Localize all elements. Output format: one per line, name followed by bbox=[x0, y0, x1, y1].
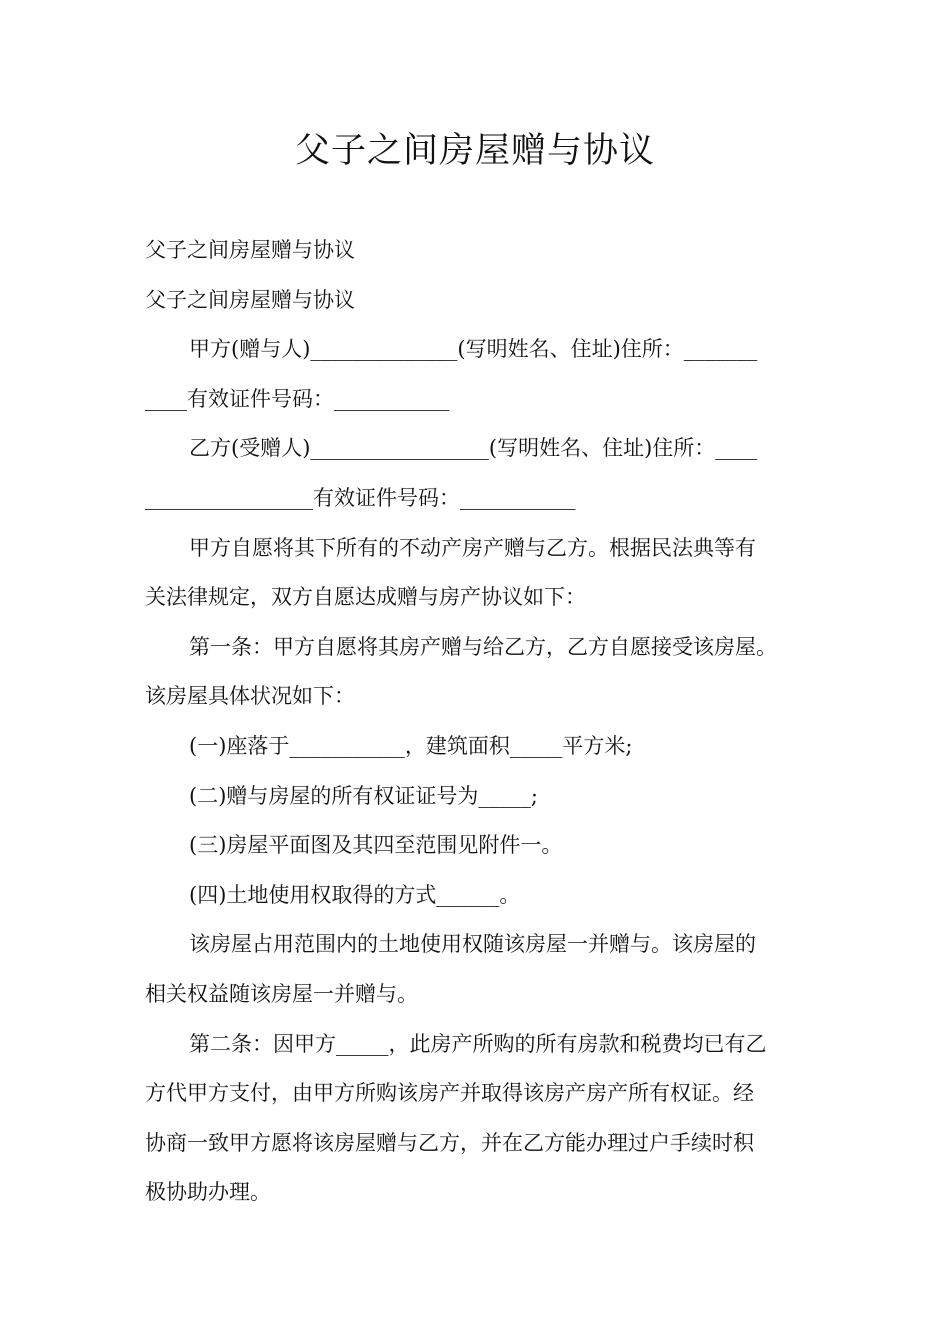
body-line: (四)土地使用权取得的方式______。 bbox=[189, 882, 521, 907]
document-body bbox=[145, 226, 805, 1218]
body-line: 该房屋占用范围内的土地使用权随该房屋一并赠与。该房屋的 bbox=[189, 932, 756, 957]
body-line: 关法律规定，双方自愿达成赠与房产协议如下： bbox=[145, 585, 586, 610]
body-line: 父子之间房屋赠与协议 bbox=[145, 238, 355, 262]
body-line: (二)赠与房屋的所有权证证号为_____; bbox=[189, 783, 538, 808]
body-line: (一)座落于___________，建筑面积_____平方米; bbox=[189, 733, 633, 758]
body-line: ____有效证件号码：___________ bbox=[145, 386, 450, 411]
body-line: 乙方(受赠人)_________________(写明姓名、住址)住所：____ bbox=[189, 436, 758, 461]
body-line: 该房屋具体状况如下： bbox=[145, 684, 355, 709]
body-line: 甲方自愿将其下所有的不动产房产赠与乙方。根据民法典等有 bbox=[189, 535, 756, 560]
body-line: 协商一致甲方愿将该房屋赠与乙方，并在乙方能办理过户手续时积 bbox=[145, 1130, 754, 1155]
body-line: 父子之间房屋赠与协议 bbox=[145, 287, 355, 312]
body-line: 极协助办理。 bbox=[145, 1180, 271, 1205]
body-line: 相关权益随该房屋一并赠与。 bbox=[145, 981, 418, 1006]
body-line: 第二条：因甲方_____，此房产所购的所有房款和税费均已有乙 bbox=[189, 1031, 767, 1056]
body-line: ________________有效证件号码：___________ bbox=[145, 485, 576, 510]
body-line: (三)房屋平面图及其四至范围见附件一。 bbox=[189, 833, 563, 858]
document-title: 父子之间房屋赠与协议 bbox=[294, 131, 655, 171]
body-line: 甲方(赠与人)______________(写明姓名、住址)住所：_______ bbox=[189, 337, 758, 362]
body-line: 第一条：甲方自愿将其房产赠与给乙方，乙方自愿接受该房屋。 bbox=[189, 634, 777, 659]
body-line: 方代甲方支付，由甲方所购该房产并取得该房产房产所有权证。经 bbox=[145, 1081, 754, 1106]
